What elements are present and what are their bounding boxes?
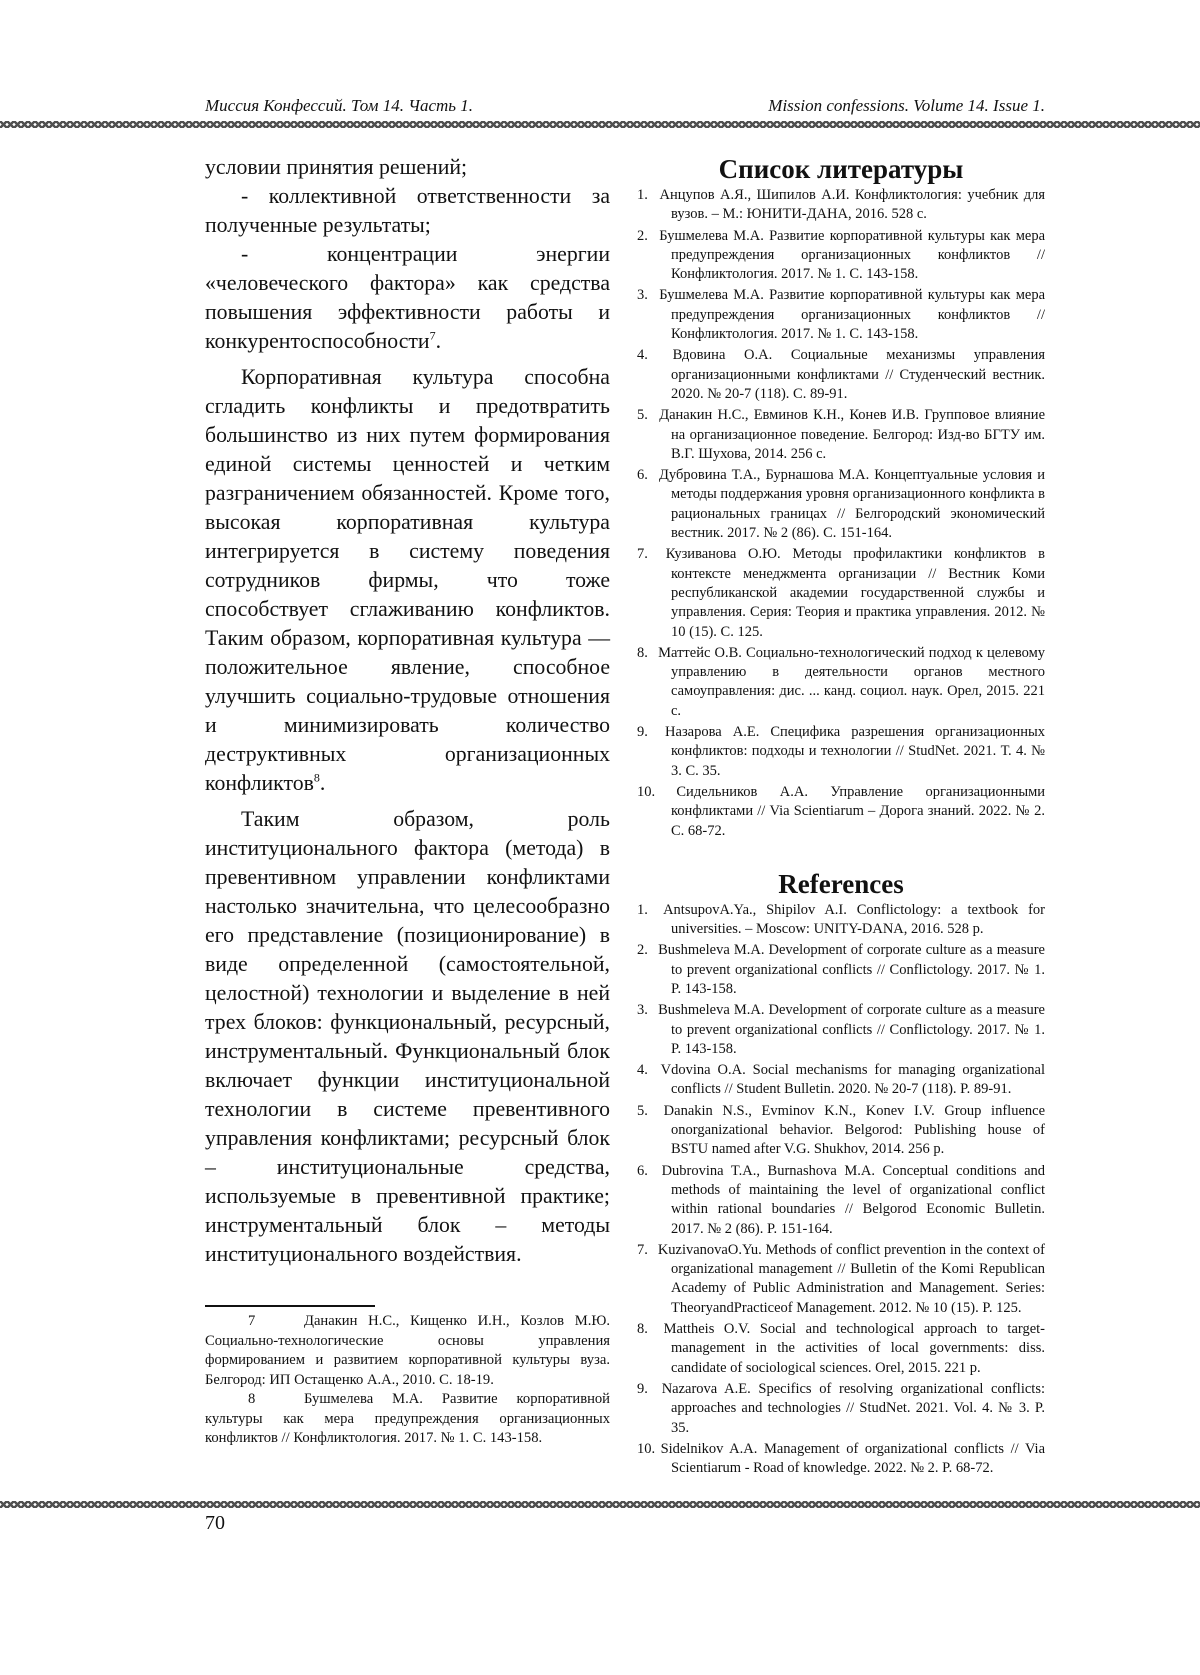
reference-text: Дубровина Т.А., Бурнашова М.А. Концептуальные условия и методы поддержания уровня организационного конфликта в рациональных границах // Белгородский экономический вестник. 2017. № 2 (86). С. 151-164. bbox=[659, 467, 1046, 542]
reference-number: 10. bbox=[637, 783, 656, 800]
footnotes bbox=[205, 1312, 610, 1449]
reference-item bbox=[637, 901, 1045, 940]
paragraph: условии принятия решений; bbox=[205, 155, 468, 179]
reference-item bbox=[637, 1380, 1045, 1438]
reference-text: KuzivanovaO.Yu. Methods of conflict prevention in the context of organizational management // Bulletin of the Komi Republican Academy of Public Administration and Management. Series: TheoryandPracticeof Management. 2012. № 10 (15). P. 125. bbox=[657, 1241, 1046, 1316]
reference-item bbox=[637, 1162, 1045, 1239]
footnote-number: 7 bbox=[248, 1313, 256, 1329]
reference-item bbox=[637, 545, 1045, 641]
reference-item bbox=[637, 1061, 1045, 1100]
reference-text: Vdovina O.A. Social mechanisms for managing organizational conflicts // Student Bulletin. 2020. № 20-7 (118). P. 89-91. bbox=[660, 1062, 1046, 1098]
footnote-number: 8 bbox=[248, 1391, 256, 1407]
reference-number: 5. bbox=[637, 407, 648, 424]
reference-number: 4. bbox=[637, 347, 648, 364]
paragraph-text: - концентрации энергии «человеческого фактора» как средства повышения эффективности работы и конкурентоспособности bbox=[205, 242, 610, 353]
reference-number: 3. bbox=[637, 287, 648, 304]
paragraph-text: Корпоративная культура способна сгладить конфликты и предотвратить большинство из них путем формирования единой системы ценностей и четким разграничением обязанностей. Кроме того, высокая корпоративная культура интегрируется в систему поведения сотрудников фирмы, что тоже способствует сглаживанию конфликтов. Таким образом, корпоративная культура — положительное явление, способное улучшить социально-трудовые отношения и минимизировать количество деструктивных организационных конфликтов bbox=[205, 365, 610, 795]
bottom-ornament-divider bbox=[0, 1500, 1200, 1510]
reference-number: 1. bbox=[637, 187, 648, 203]
reference-text: Mattheis O.V. Social and technological approach to target-management in the activities of local governments: diss. candidate of sociological sciences. Orel, 2015. 221 p. bbox=[663, 1321, 1046, 1376]
main-text-column bbox=[205, 153, 610, 1269]
reference-text: Бушмелева М.А. Развитие корпоративной культуры как мера предупреждения организационных конфликтов // Конфликтология. 2017. № 1. С. 143-158. bbox=[659, 287, 1045, 343]
reference-item bbox=[637, 1102, 1045, 1160]
reference-item bbox=[637, 286, 1045, 344]
reference-number: 4. bbox=[637, 1062, 648, 1079]
references-en-list bbox=[637, 901, 1045, 1479]
reference-text: Сидельников А.А. Управление организационными конфликтами // Via Scientiarum – Дорога знаний. 2022. № 2. С. 68-72. bbox=[671, 783, 1046, 839]
reference-item bbox=[637, 1241, 1045, 1318]
header-right-title: Mission confessions. Volume 14. Issue 1. bbox=[768, 96, 1045, 115]
reference-item bbox=[637, 406, 1045, 464]
reference-text: Bushmeleva M.A. Development of corporate culture as a measure to prevent organizational conflicts // Conflictology. 2017. № 1. P. 143-158. bbox=[658, 942, 1045, 997]
paragraph bbox=[205, 363, 610, 798]
reference-item bbox=[637, 783, 1045, 841]
reference-text: Маттейс О.В. Социально-технологический подход к целевому управлению в деятельности органов местного самоуправления: дис. ... канд. социол. наук. Орел, 2015. 221 с. bbox=[658, 644, 1046, 719]
reference-text: Данакин Н.С., Евминов К.Н., Конев И.В. Групповое влияние на организационное поведение. Белгород: Изд-во БГТУ им. В.Г. Шухова, 2014. 256 с. bbox=[659, 407, 1046, 462]
reference-number: 9. bbox=[637, 724, 648, 741]
footnote-ref[interactable]: 8 bbox=[313, 770, 320, 785]
reference-text: Вдовина О.А. Социальные механизмы управления организационными конфликтами // Студенческий вестник. 2020. № 20-7 (118). С. 89-91. bbox=[671, 347, 1045, 402]
reference-text: Dubrovina T.A., Burnashova M.A. Conceptual conditions and methods of maintaining the level of organizational conflict within rational boundaries // Belgorod Economic Bulletin. 2017. № 2 (86). P. 151-164. bbox=[661, 1162, 1046, 1237]
reference-number: 5. bbox=[637, 1102, 648, 1119]
footnote bbox=[205, 1390, 610, 1449]
reference-item bbox=[637, 723, 1045, 781]
paragraph-end: . bbox=[319, 771, 326, 795]
reference-text: Кузиванова О.Ю. Методы профилактики конфликтов в контексте менеджмента организации // Вестник Коми республиканской академии государственной службы и управления. Серия: Теория и практика управления. 2012. № 10 (15). С. 125. bbox=[665, 546, 1045, 640]
running-header bbox=[205, 96, 1045, 122]
reference-number: 9. bbox=[637, 1380, 648, 1397]
reference-number: 1. bbox=[637, 901, 648, 918]
reference-text: Бушмелева М.А. Развитие корпоративной культуры как мера предупреждения организационных конфликтов // Конфликтология. 2017. № 1. С. 143-158. bbox=[659, 227, 1045, 283]
references-ru-list bbox=[637, 186, 1045, 841]
reference-text: AntsupovA.Ya., Shipilov A.I. Conflictology: a textbook for universities. – Moscow: UNITY-DANA, 2016. 528 p. bbox=[663, 901, 1045, 938]
footnote-text: Бушмелева М.А. Развитие корпоративной культуры как мера предупреждения организационных конфликтов // Конфликтология. 2017. № 1. С. 143-158. bbox=[205, 1391, 610, 1446]
reference-number: 8. bbox=[637, 1321, 648, 1338]
reference-item bbox=[637, 644, 1045, 721]
reference-number: 7. bbox=[637, 546, 648, 563]
reference-number: 10. bbox=[637, 1440, 656, 1457]
footnote bbox=[205, 1312, 610, 1390]
reference-number: 2. bbox=[637, 227, 648, 244]
footnote-ref[interactable]: 7 bbox=[429, 328, 436, 343]
reference-item bbox=[637, 1001, 1045, 1059]
reference-number: 6. bbox=[637, 1162, 648, 1179]
page-number: 70 bbox=[205, 1512, 225, 1534]
reference-text: Nazarova A.E. Specifics of resolving organizational conflicts: approaches and technologies // StudNet. 2021. Vol. 4. № 3. P. 35. bbox=[661, 1380, 1046, 1436]
reference-number: 2. bbox=[637, 942, 648, 959]
reference-number: 3. bbox=[637, 1002, 648, 1019]
reference-number: 8. bbox=[637, 644, 648, 661]
paragraph: Таким образом, роль институционального фактора (метода) в превентивном управлении конфликтами настолько значительна, что целесообразно его представление (позиционирование) в виде определенной (самостоятельной, целостной) технологии и выделение в ней трех блоков: функциональный, ресурсный, инструментальный. Функциональный блок включает функции институциональной технологии в системе превентивного управления конфликтами; ресурсный блок – институциональные средства, используемые в превентивной практике; инструментальный блок – методы институционального воздействия. bbox=[205, 807, 610, 1266]
reference-item bbox=[637, 466, 1045, 543]
paragraph: - коллективной ответственности за полученные результаты; bbox=[205, 184, 610, 237]
reference-number: 7. bbox=[637, 1241, 648, 1258]
references-en-title: References bbox=[778, 868, 904, 899]
reference-text: Назарова А.Е. Специфика разрешения организационных конфликтов: подходы и технологии // StudNet. 2021. Т. 4. № 3. С. 35. bbox=[665, 724, 1046, 779]
reference-text: Bushmeleva M.A. Development of corporate culture as a measure to prevent organizational conflicts // Conflictology. 2017. № 1. P. 143-158. bbox=[658, 1002, 1045, 1057]
reference-number: 6. bbox=[637, 467, 648, 484]
reference-item bbox=[637, 346, 1045, 404]
reference-text: Sidelnikov A.A. Management of organizational conflicts // Via Scientiarum - Road of knowledge. 2022. № 2. P. 68-72. bbox=[660, 1440, 1046, 1477]
reference-item bbox=[637, 186, 1045, 225]
reference-item bbox=[637, 1320, 1045, 1378]
references-ru-title: Список литературы bbox=[718, 154, 964, 184]
footnote-text: Данакин Н.С., Кищенко И.Н., Козлов М.Ю. Социально-технологические основы управления формированием и развитием корпоративной культуры вуза. Белгород: ИП Остащенко А.А., 2010. С. 18-19. bbox=[205, 1313, 610, 1388]
footnote-rule bbox=[205, 1305, 375, 1307]
reference-item bbox=[637, 941, 1045, 999]
reference-item bbox=[637, 227, 1045, 285]
reference-text: Анцупов А.Я., Шипилов А.И. Конфликтология: учебник для вузов. – М.: ЮНИТИ-ДАНА, 2016. 528 с. bbox=[659, 187, 1046, 223]
paragraph-end: . bbox=[435, 329, 442, 353]
paragraph bbox=[205, 240, 610, 356]
header-left-title: Миссия Конфессий. Том 14. Часть 1. bbox=[205, 96, 474, 115]
references-column bbox=[637, 152, 1045, 1480]
top-ornament-divider bbox=[0, 120, 1200, 130]
reference-item bbox=[637, 1440, 1045, 1479]
reference-text: Danakin N.S., Evminov K.N., Konev I.V. Group influence onorganizational behavior. Belgorod: Publishing house of BSTU named after V.G. Shukhov, 2014. 256 p. bbox=[663, 1102, 1045, 1158]
references-en-section bbox=[637, 867, 1045, 1479]
